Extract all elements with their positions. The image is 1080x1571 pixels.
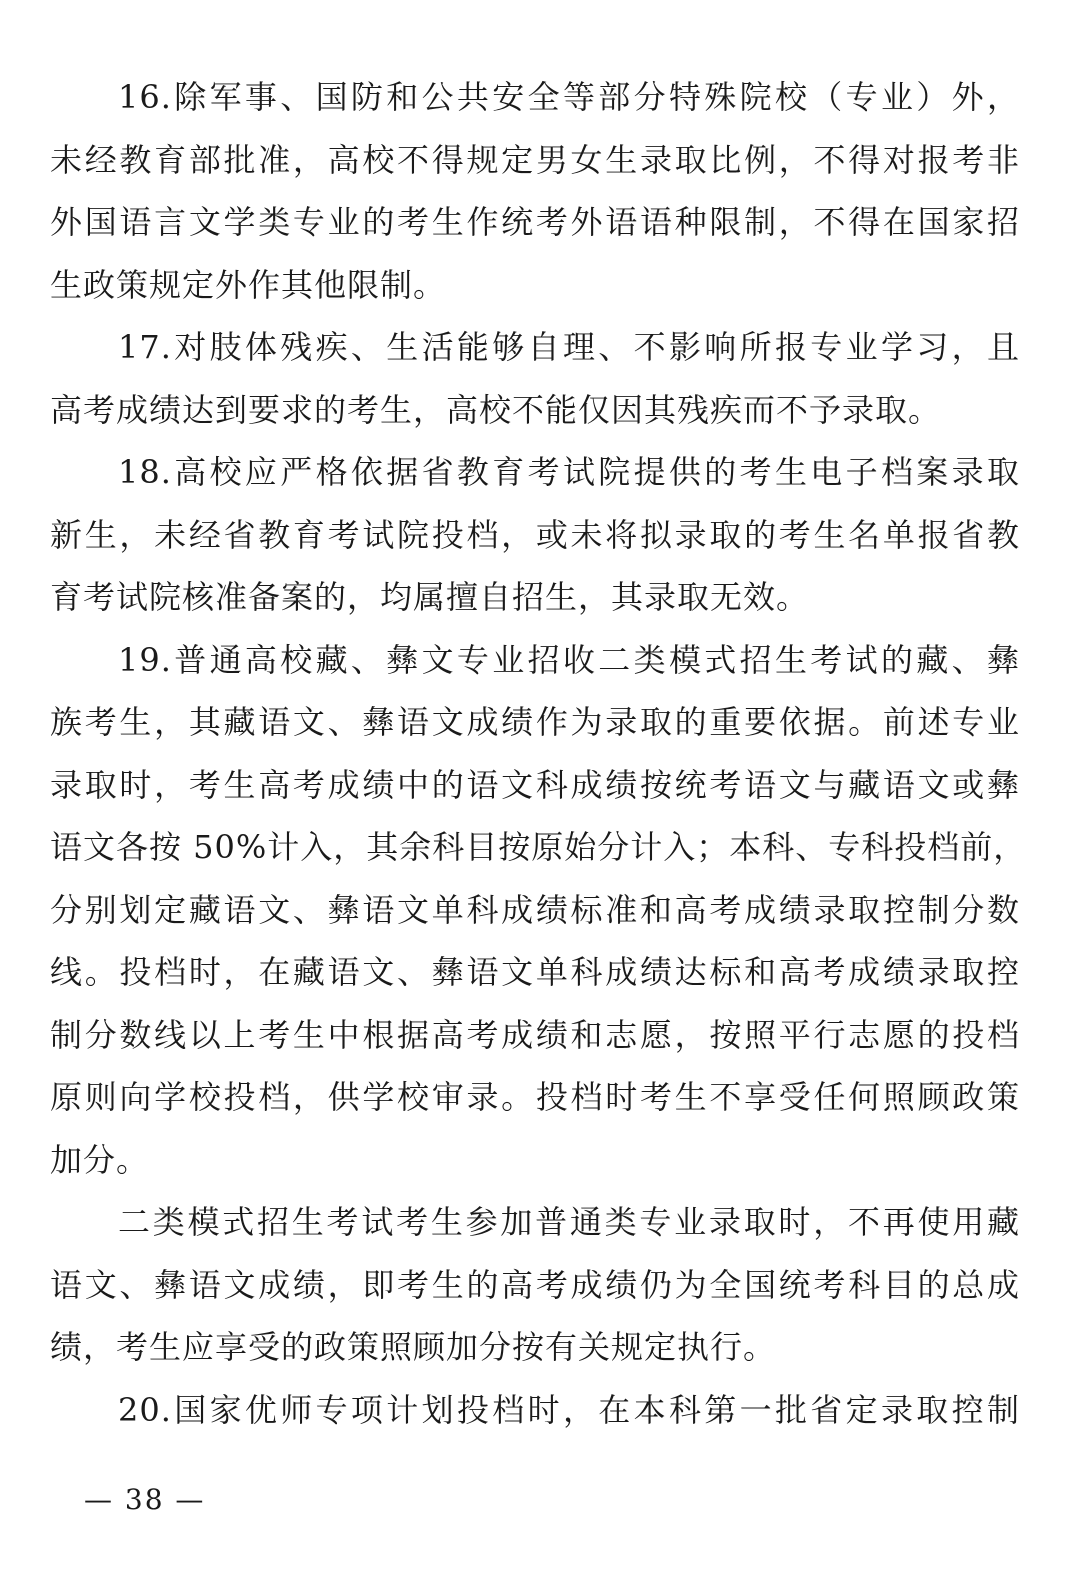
text-line: 16.除军事、国防和公共安全等部分特殊院校（专业）外， [118,78,1020,116]
text-line: 未经教育部批准，高校不得规定男女生录取比例，不得对报考非 [50,140,1020,179]
document-body [50,66,1027,1441]
text-line: 新生，未经省教育考试院投档，或未将拟录取的考生名单报省教 [50,515,1020,554]
text-line: 高考成绩达到要求的考生，高校不能仅因其残疾而不予录取。 [50,390,942,429]
text-line: 族考生，其藏语文、彝语文成绩作为录取的重要依据。前述专业 [50,703,1020,741]
text-line: 二类模式招生考试考生参加普通类专业录取时，不再使用藏 [118,1203,1020,1241]
text-line: 20.国家优师专项计划投档时，在本科第一批省定录取控制 [118,1390,1020,1429]
text-line: 外国语言文学类专业的考生作统考外语语种限制，不得在国家招 [50,203,1020,241]
text-line: 线。投档时，在藏语文、彝语文单科成绩达标和高考成绩录取控 [50,953,1020,991]
text-line: 19.普通高校藏、彝文专业招收二类模式招生考试的藏、彝 [118,640,1020,679]
paragraph [50,1379,1020,1442]
text-line: 原则向学校投档，供学校审录。投档时考生不享受任何照顾政策 [50,1078,1020,1116]
text-line: 生政策规定外作其他限制。 [50,265,447,304]
paragraph [50,629,1027,1192]
text-line: 绩，考生应享受的政策照顾加分按有关规定执行。 [50,1328,777,1366]
paragraph [50,1191,1020,1379]
text-line: 育考试院核准备案的，均属擅自招生，其录取无效。 [50,578,810,616]
text-line: 分别划定藏语文、彝语文单科成绩标准和高考成绩录取控制分数 [50,890,1020,929]
text-line: 17.对肢体残疾、生活能够自理、不影响所报专业学习，且 [118,328,1020,366]
text-line: 录取时，考生高考成绩中的语文科成绩按统考语文与藏语文或彝 [50,765,1020,804]
paragraph [50,441,1020,629]
text-line: 语文各按 50%计入，其余科目按原始分计入；本科、专科投档前， [50,828,1027,866]
paragraph [50,316,1020,441]
paragraph [50,66,1020,316]
page-number: — 38 — [84,1483,206,1516]
text-line: 制分数线以上考生中根据高考成绩和志愿，按照平行志愿的投档 [50,1015,1020,1054]
text-line: 加分。 [50,1140,150,1179]
text-line: 语文、彝语文成绩，即考生的高考成绩仍为全国统考科目的总成 [50,1265,1020,1304]
text-line: 18.高校应严格依据省教育考试院提供的考生电子档案录取 [118,453,1020,491]
